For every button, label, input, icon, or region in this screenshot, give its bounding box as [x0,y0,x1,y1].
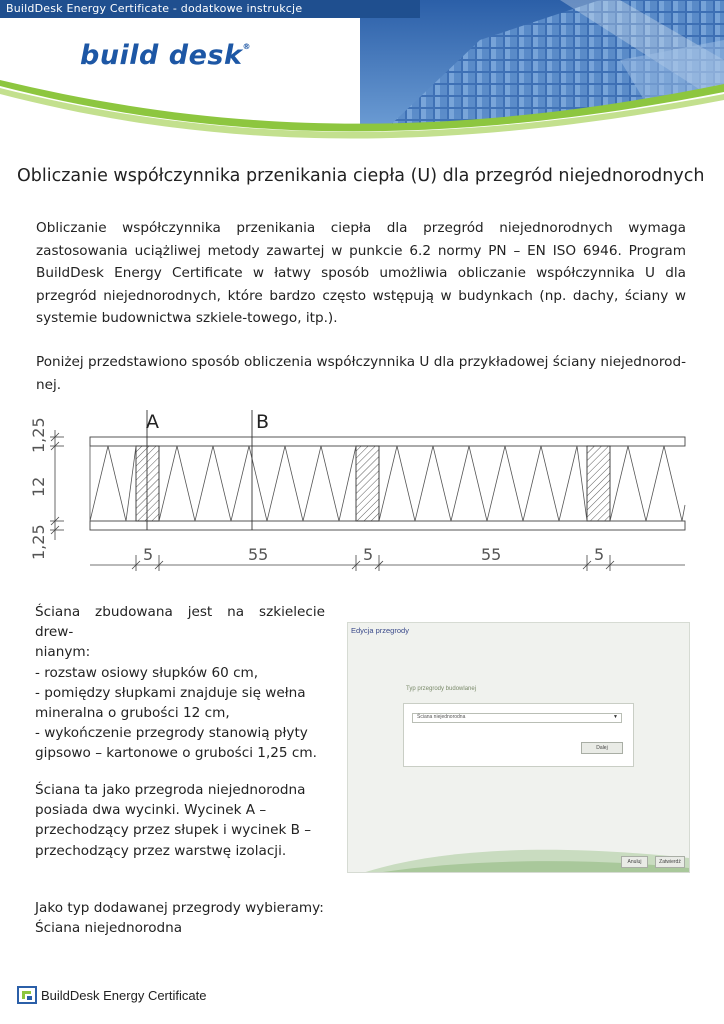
wall-type-selected-value: Ściana niejednorodna [417,714,466,720]
dropdown-arrow-icon: ▼ [613,714,618,720]
section-label-a: A [146,411,159,433]
header-bar [0,0,420,18]
dim-label-span-2: 55 [481,545,502,564]
insulation-zigzag-1 [90,446,136,521]
wall-description-line: gipsowo – kartonowe o grubości 1,25 cm. [35,745,317,762]
next-button[interactable]: Dalej [581,742,623,754]
example-paragraph: Poniżej przedstawiono sposób obliczenia współczynnika U dla przykładowej ściany niejednorod-nej. [36,354,686,393]
wall-description [35,602,325,764]
stud-1 [136,446,159,521]
dim-label-bottom: 1,25 [29,524,48,560]
wall-description-line: - wykończenie przegrody stanowią płyty [35,725,308,742]
dim-label-stud-3: 5 [594,545,605,564]
wall-description-line: nianym: [35,644,91,661]
insulation-zigzag-2 [159,446,356,521]
vertical-dimension-ticks [50,433,64,534]
registered-mark: ® [242,42,251,51]
dim-label-middle: 12 [29,476,48,497]
dialog-title: Edycja przegrody [351,626,409,635]
page-header [0,0,724,150]
section-label-b: B [256,411,270,433]
intro-paragraph: Obliczanie współczynnika przenikania ciepła dla przegród niejednorodnych wymaga zastosowania uciążliwej metody zawartej w punkcie 6.2 normy PN – EN ISO 6946. Program BuildDesk Energy Certificate w łatwy sposób umożliwia obliczanie współczynnika U dla przegród niejednorodnych, które bardzo często wstępują w budynkach (np. dachy, ściany w systemie budownictwa szkiele-towego, itp.). [36,220,686,326]
sections-description [35,780,325,861]
wall-description-line: Ściana zbudowana jest na szkielecie drew- [35,604,325,641]
dialog-screenshot [347,622,690,873]
stud-3 [587,446,610,521]
wall-description-line: mineralna o grubości 12 cm, [35,705,230,722]
gypsum-board-bottom [90,521,685,530]
gypsum-board-top [90,437,685,446]
choice-description-line: Jako typ dodawanej przegrody wybieramy: [35,900,324,916]
page-title: Obliczanie współczynnika przenikania ciepła (U) dla przegród niejednorodnych [17,166,705,186]
wall-description-line: - rozstaw osiowy słupków 60 cm, [35,664,259,681]
wall-description-line: - pomiędzy słupkami znajduje się wełna [35,684,306,701]
wall-section-diagram [20,405,700,575]
insulation-zigzag-4 [610,446,685,521]
builddesk-footer-icon [17,986,37,1004]
sections-description-line: przechodzący przez warstwę izolacji. [35,842,287,859]
dim-label-stud-2: 5 [363,545,374,564]
dim-label-top: 1,25 [29,417,48,453]
choice-description-line: Ściana niejednorodna [35,920,183,937]
insulation-zigzag-3 [379,446,587,521]
confirm-button[interactable]: Zatwierdź [655,856,685,868]
wall-type-select[interactable] [412,713,622,723]
dim-label-stud-1: 5 [143,545,154,564]
header-graphic [0,0,724,150]
sections-description-line: Ściana ta jako przegroda niejednorodna [35,782,306,798]
dialog-panel [403,703,634,767]
footer-text: BuildDesk Energy Certificate [41,988,207,1003]
dim-label-span-1: 55 [248,545,269,564]
wall-type-label: Typ przegrody budowlanej [406,686,477,692]
logo-text: build desk [80,40,243,71]
cancel-button[interactable]: Anuluj [621,856,648,868]
stud-2 [356,446,379,521]
builddesk-logo [80,40,251,71]
header-bar-text: BuildDesk Energy Certificate - dodatkowe instrukcje [6,2,303,15]
sections-description-line: przechodzący przez słupek i wycinek B – [35,822,312,839]
choice-description [35,898,325,938]
sections-description-line: posiada dwa wycinki. Wycinek A – [35,802,267,819]
